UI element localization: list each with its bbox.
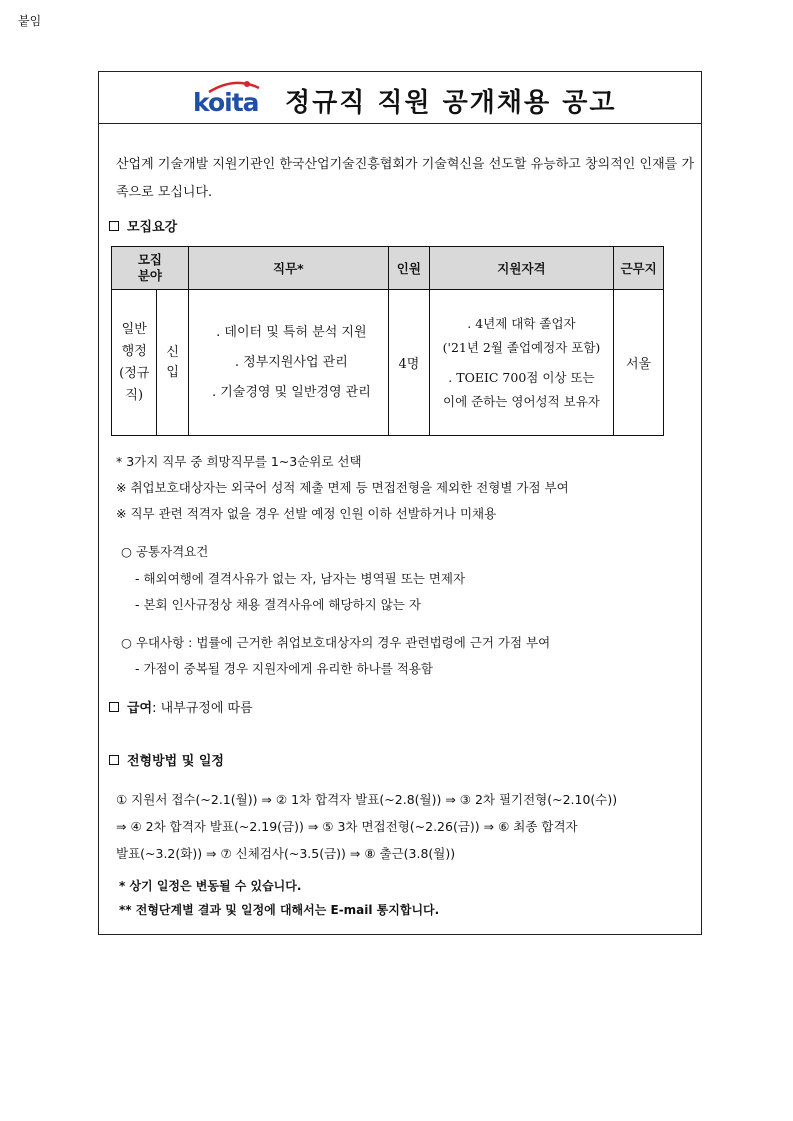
- title-row: [99, 72, 701, 124]
- schedule-line: ① 지원서 접수(~2.1(월)) ⇒ ② 1차 합격자 발표(~2.8(월)) ⇒ ③ 2차 필기전형(~2.10(수)): [116, 792, 618, 807]
- recruit-table: [111, 246, 664, 436]
- attachment-label: 붙임: [18, 14, 42, 28]
- duty-item: . 기술경영 및 일반경영 관리: [211, 384, 371, 400]
- schedule-note: * 상기 일정은 변동될 수 있습니다.: [119, 879, 302, 893]
- duty-item: . 데이터 및 특허 분석 지원: [216, 324, 367, 340]
- salary-text: : 내부규정에 따름: [152, 701, 253, 716]
- cell-headcount: 4명: [388, 290, 429, 436]
- cell-location: 서울: [614, 290, 664, 436]
- schedule-line: 발표(~3.2(화)) ⇒ ⑦ 신체검사(~3.5(금)) ⇒ ⑧ 출근(3.8(월)): [116, 846, 456, 861]
- page-title: 정규직 직원 공개채용 공고: [285, 88, 617, 118]
- qual-line: . 4년제 대학 졸업자: [467, 315, 576, 331]
- note-line: ※ 취업보호대상자는 외국어 성적 제출 면제 등 면접전형을 제외한 전형별 가점 부여: [116, 480, 569, 495]
- common-req-heading: ○ 공통자격요건: [121, 544, 209, 559]
- table-header-row: [112, 247, 664, 290]
- recruit-heading: 모집요강: [109, 216, 177, 235]
- table-row: [112, 290, 664, 436]
- header-qualification: 지원자격: [429, 247, 613, 290]
- qual-line: . TOEIC 700점 이상 또는: [448, 369, 595, 385]
- salary-heading: 급여 : 내부규정에 따름: [109, 697, 253, 716]
- koita-logo: [193, 80, 265, 116]
- duty-item: . 정부지원사업 관리: [234, 354, 348, 370]
- cell-duties: [188, 290, 388, 436]
- qual-line: 이에 준하는 영어성적 보유자: [443, 393, 600, 409]
- cell-qualifications: [429, 290, 613, 436]
- preference-heading: ○ 우대사항 : 법률에 근거한 취업보호대상자의 경우 관련법령에 근거 가점 부여: [121, 635, 551, 650]
- header-field: 모집 분야: [112, 247, 189, 290]
- logo-text: koita: [193, 88, 259, 117]
- process-heading: 전형방법 및 일정: [109, 750, 224, 769]
- common-req-item: - 해외여행에 결격사유가 없는 자, 남자는 병역필 또는 면제자: [135, 571, 466, 586]
- cell-type: 신 입: [157, 290, 188, 436]
- schedule-note: ** 전형단계별 결과 및 일정에 대해서는 E-mail 통지합니다.: [119, 903, 440, 917]
- schedule-line: ⇒ ④ 2차 합격자 발표(~2.19(금)) ⇒ ⑤ 3차 면접전형(~2.26(금)) ⇒ ⑥ 최종 합격자: [116, 819, 578, 834]
- note-line: ※ 직무 관련 적격자 없을 경우 선발 예정 인원 이하 선발하거나 미채용: [116, 506, 497, 521]
- preference-item: - 가점이 중복될 경우 지원자에게 유리한 하나를 적용함: [135, 661, 433, 676]
- qual-line: ('21년 2월 졸업예정자 포함): [442, 339, 601, 355]
- header-location: 근무지: [614, 247, 664, 290]
- cell-field: 일반 행정 (정규직): [112, 290, 157, 436]
- note-line: * 3가지 직무 중 희망직무를 1~3순위로 선택: [116, 454, 362, 469]
- header-duty: 직무*: [188, 247, 388, 290]
- header-headcount: 인원: [388, 247, 429, 290]
- checkbox-square-icon: [109, 702, 119, 712]
- notice-frame: [98, 71, 702, 935]
- checkbox-square-icon: [109, 221, 119, 231]
- checkbox-square-icon: [109, 755, 119, 765]
- common-req-item: - 본회 인사규정상 채용 결격사유에 해당하지 않는 자: [135, 597, 421, 612]
- intro-text: 산업계 기술개발 지원기관인 한국산업기술진흥협회가 기술혁신을 선도할 유능하고 창의적인 인재를 가족으로 모십니다.: [116, 157, 694, 200]
